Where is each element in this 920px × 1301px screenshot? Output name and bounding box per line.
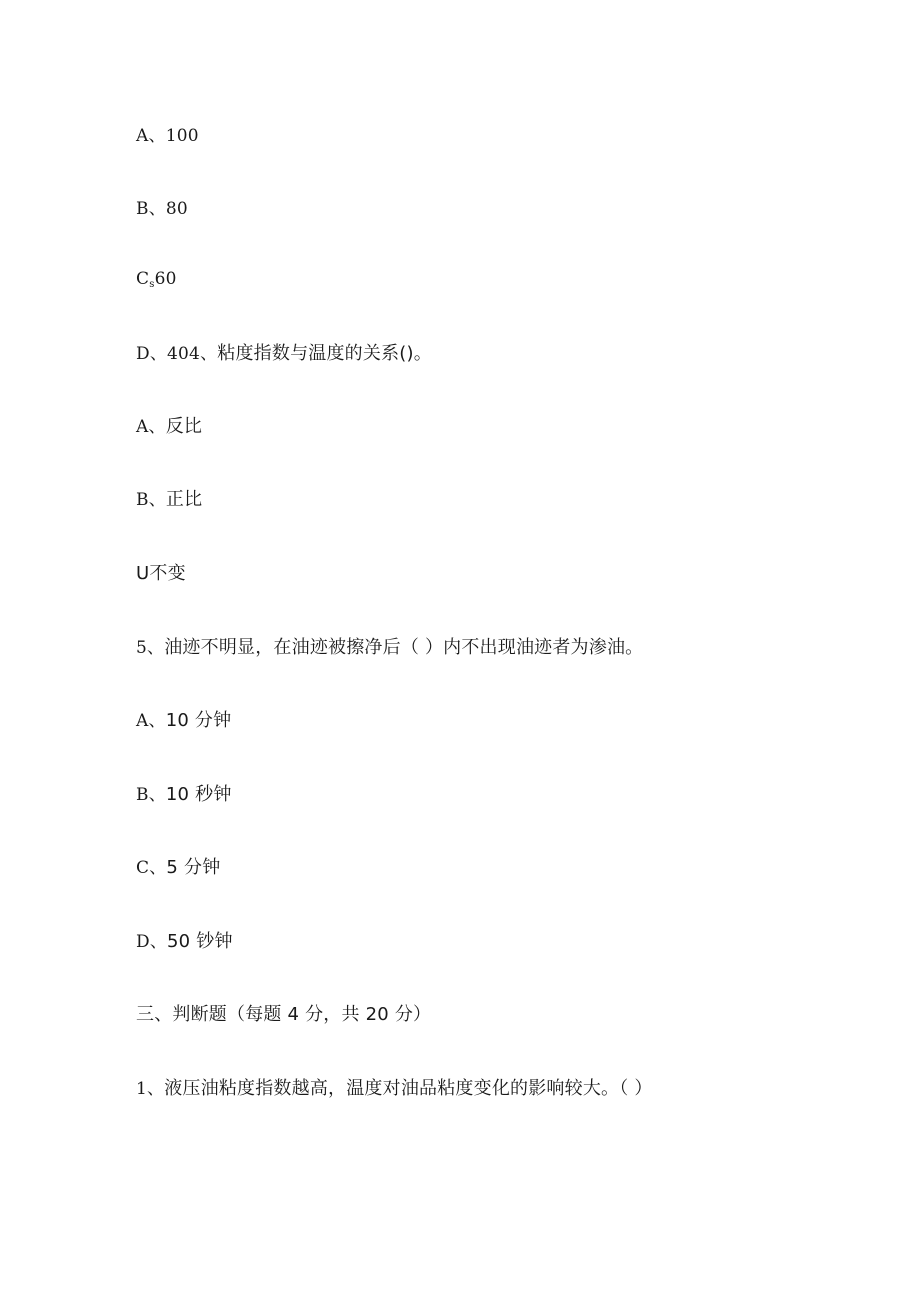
true-false-question-1	[136, 1077, 653, 1101]
option-label: D、404、	[136, 344, 218, 364]
option-a-100	[136, 124, 199, 148]
section-heading-true-false	[136, 1003, 431, 1027]
option-text: 10 秒钟	[165, 784, 232, 805]
option-label: D、	[136, 932, 168, 952]
section-number: 三、	[136, 1004, 173, 1025]
question-text: 粘度指数与温度的关系()。	[217, 343, 432, 364]
option-text: 50 钞钟	[167, 931, 233, 952]
option-label: B、	[136, 199, 166, 219]
option-label: A、	[136, 711, 166, 731]
option-label: U	[136, 563, 150, 584]
option-text: 5 分钟	[166, 857, 221, 878]
option-label: B、	[136, 490, 166, 510]
question-number: 1、	[136, 1079, 165, 1099]
option-b-10-seconds	[136, 783, 232, 807]
option-text: 80	[165, 199, 188, 219]
option-text: 100	[165, 126, 199, 146]
option-b-80	[136, 197, 188, 221]
option-c-5-minutes	[136, 856, 220, 880]
option-text: 正比	[165, 489, 203, 510]
option-text: 反比	[165, 416, 203, 437]
option-label: A、	[136, 126, 166, 146]
question-number: 5、	[136, 638, 165, 658]
option-a-inverse	[136, 415, 202, 439]
question-text: 油迹不明显，在油迹被擦净后（ ）内不出现油迹者为渗油。	[164, 637, 644, 658]
section-title: 判断题（每题 4 分，共 20 分）	[172, 1004, 432, 1025]
option-d-50-seconds	[136, 930, 233, 954]
option-c-unchanged	[136, 562, 186, 586]
option-text: 10 分钟	[165, 710, 232, 731]
option-label: B、	[136, 785, 166, 805]
question-5	[136, 636, 643, 660]
option-label: C	[136, 269, 150, 289]
option-d-and-question-4	[136, 342, 432, 366]
option-label: C、	[136, 858, 167, 878]
option-text: 不变	[149, 563, 186, 584]
question-text: 液压油粘度指数越高，温度对油品粘度变化的影响较大。（ ）	[164, 1078, 653, 1099]
option-c-60	[136, 267, 177, 297]
option-label: A、	[136, 417, 166, 437]
option-a-10-minutes	[136, 709, 231, 733]
option-b-direct	[136, 488, 202, 512]
option-text: 60	[154, 269, 177, 289]
option-label-subscript: s	[149, 279, 155, 290]
